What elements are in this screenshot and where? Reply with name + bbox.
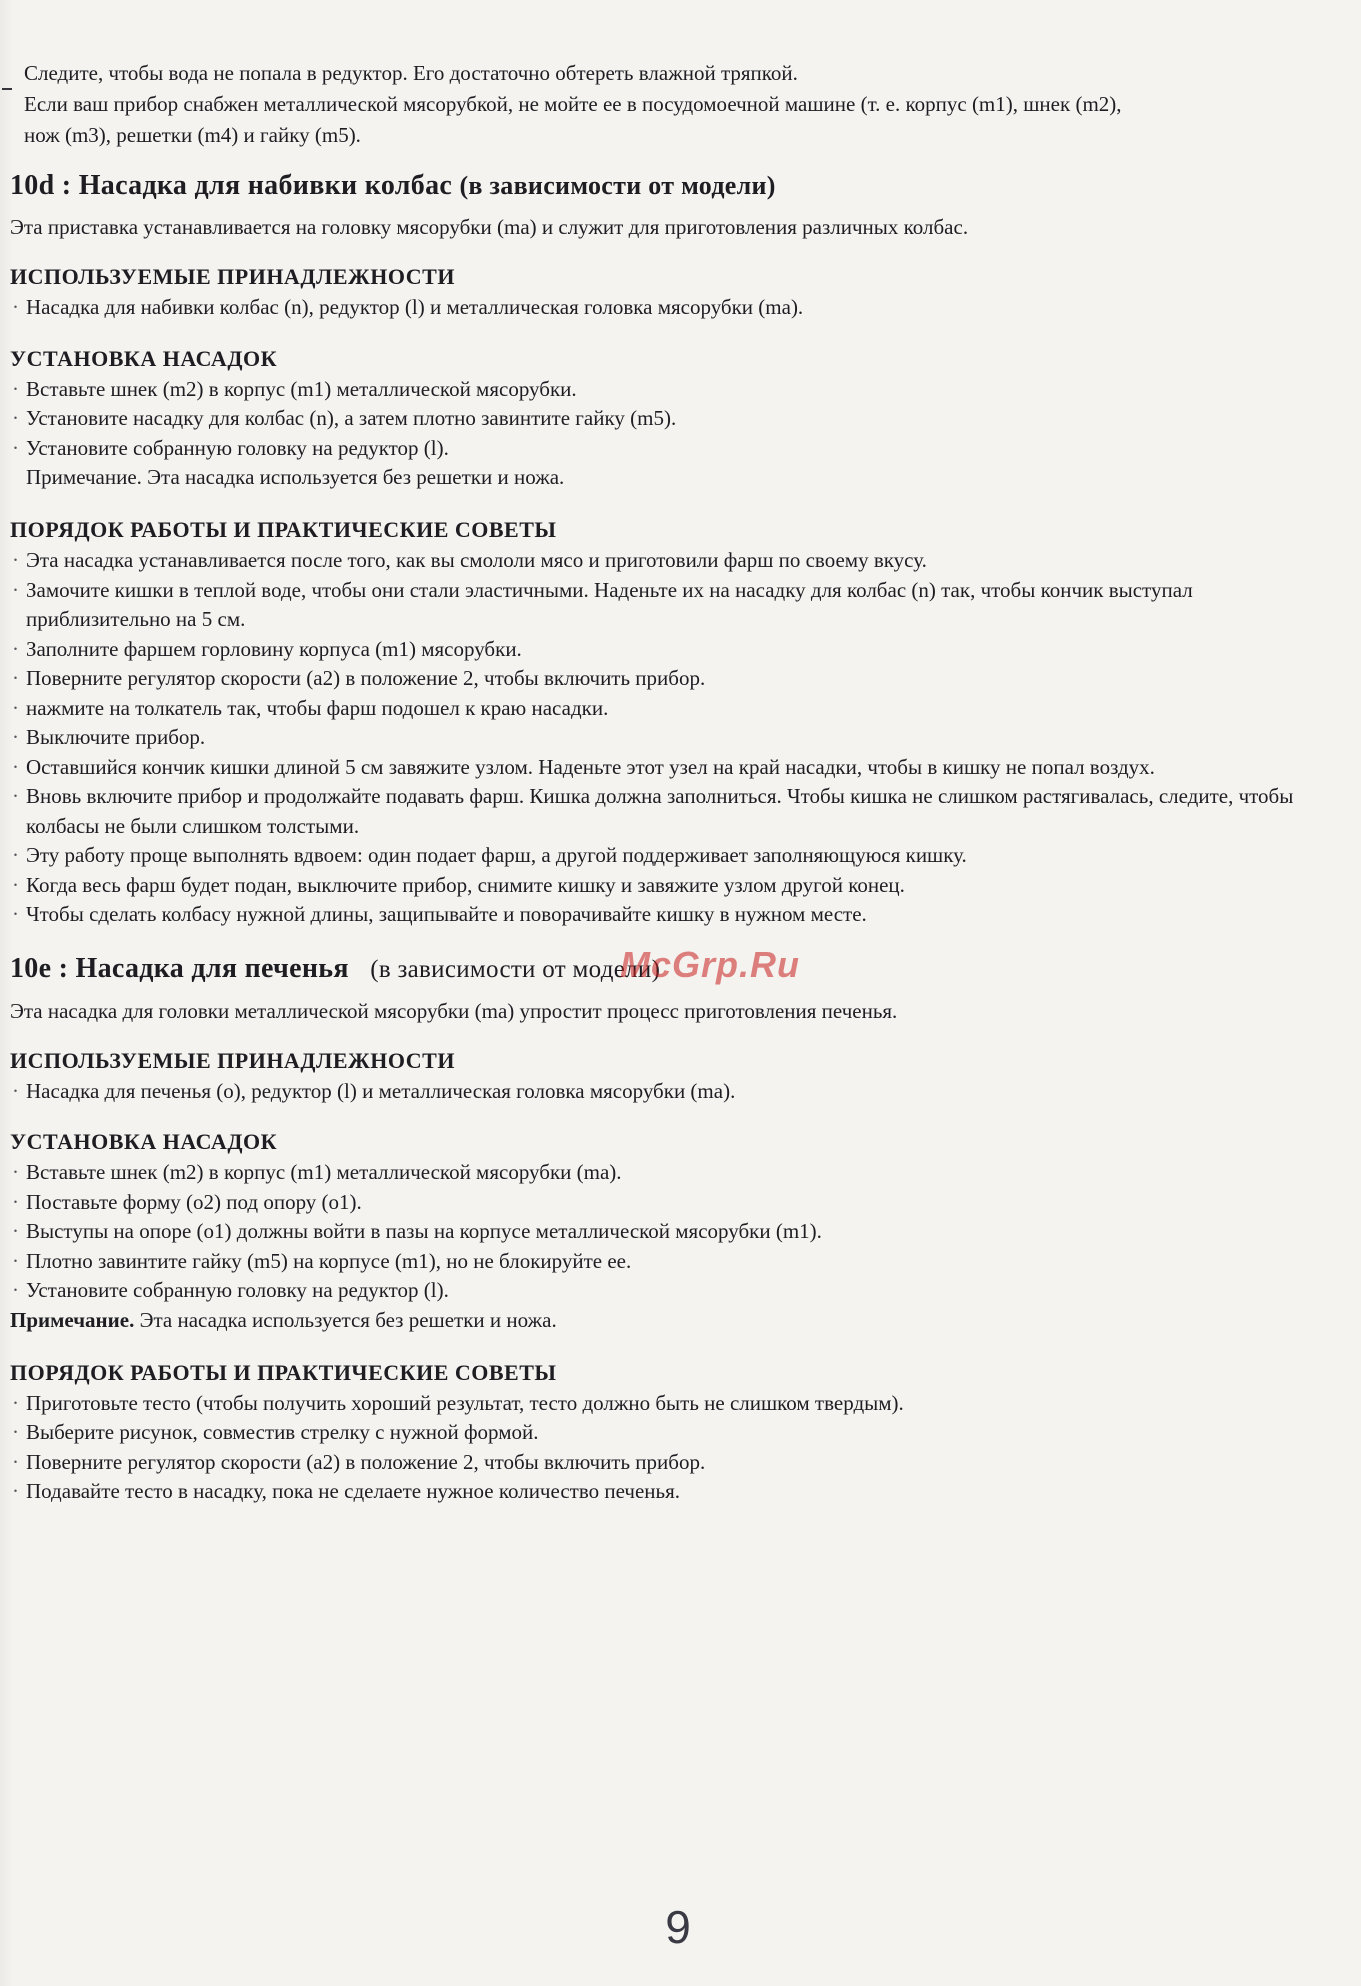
accessories-list [10, 293, 1340, 323]
section-description: Эта приставка устанавливается на головку мясорубки (ma) и служит для приготовления различных колбас. [10, 215, 969, 239]
operation-list [10, 546, 1340, 930]
list-item: · Заполните фаршем горловину корпуса (m1) мясорубки. [10, 635, 1340, 665]
section-subtitle: (в зависимости от модели) [459, 171, 776, 200]
list-item: · Выключите прибор. [10, 723, 1340, 753]
section-title-text: 10d : Насадка для набивки колбас [10, 170, 453, 201]
list-item: · Приготовьте тесто (чтобы получить хороший результат, тесто должно быть не слишком твердым). [10, 1389, 1340, 1419]
list-item: · Поверните регулятор скорости (a2) в положение 2, чтобы включить прибор. [10, 1448, 1340, 1478]
section-title [10, 952, 1340, 987]
section-subtitle: (в зависимости от модели) [370, 955, 661, 983]
intro-block [10, 58, 1340, 151]
operation-list [10, 1389, 1340, 1507]
list-item: · Насадка для набивки колбас (n), редуктор (l) и металлическая головка мясорубки (ma). [10, 293, 1340, 323]
section-title [10, 169, 1340, 203]
section-description: Эта насадка для головки металлической мясорубки (ma) упростит процесс приготовления печенья. [10, 998, 898, 1023]
list-item: · Выступы на опоре (o1) должны войти в пазы на корпусе металлической мясорубки (m1). [10, 1217, 1340, 1247]
list-item: · Поставьте форму (o2) под опору (o1). [10, 1188, 1340, 1218]
list-item: · Насадка для печенья (o), редуктор (l) и металлическая головка мясорубки (ma). [10, 1077, 1340, 1107]
assembly-heading: УСТАНОВКА НАСАДОК [10, 1129, 278, 1154]
list-item: · Чтобы сделать колбасу нужной длины, защипывайте и поворачивайте кишку в нужном месте. [10, 900, 1340, 930]
intro-line: нож (m3), решетки (m4) и гайку (m5). [24, 123, 361, 147]
content-column [10, 58, 1340, 1529]
list-item: · Подавайте тесто в насадку, пока не сделаете нужное количество печенья. [10, 1477, 1340, 1507]
list-item: · Оставшийся кончик кишки длиной 5 см завяжите узлом. Наденьте этот узел на край насадки, чтобы в кишку не попал воздух. [10, 753, 1340, 783]
intro-line: Если ваш прибор снабжен металлической мясорубкой, не мойте ее в посудомоечной машине (т. е. корпус (m1), шнек (m2), [24, 92, 1122, 116]
list-item: · Плотно завинтите гайку (m5) на корпусе (m1), но не блокируйте ее. [10, 1247, 1340, 1277]
list-item: · Эту работу проще выполнять вдвоем: один подает фарш, а другой поддерживает заполняющуюся кишку. [10, 841, 1340, 871]
list-item: · Вставьте шнек (m2) в корпус (m1) металлической мясорубки. [10, 375, 1340, 405]
list-item: · Вставьте шнек (m2) в корпус (m1) металлической мясорубки (ma). [10, 1158, 1340, 1188]
list-item: · Эта насадка устанавливается после того, как вы смололи мясо и приготовили фарш по своему вкусу. [10, 546, 1340, 576]
note-label: Примечание. [10, 1307, 135, 1332]
list-item: · нажмите на толкатель так, чтобы фарш подошел к краю насадки. [10, 694, 1340, 724]
assembly-note: Примечание. Эта насадка используется без решетки и ножа. [26, 465, 565, 489]
note-text: Эта насадка используется без решетки и ножа. [134, 1307, 557, 1332]
assembly-list [10, 375, 1340, 464]
list-item: · Установите насадку для колбас (n), а затем плотно завинтите гайку (m5). [10, 404, 1340, 434]
accessories-list [10, 1077, 1340, 1107]
accessories-heading: ИСПОЛЬЗУЕМЫЕ ПРИНАДЛЕЖНОСТИ [10, 1047, 455, 1073]
page-number: 9 [665, 1901, 691, 1953]
section-sausage-attachment [10, 169, 1340, 930]
list-item: · Выберите рисунок, совместив стрелку с нужной формой. [10, 1418, 1340, 1448]
section-cookie-attachment [10, 952, 1340, 1507]
list-item: · Установите собранную головку на редуктор (l). [10, 434, 1340, 464]
watermark: McGrp.Ru [620, 944, 801, 985]
intro-line: Следите, чтобы вода не попала в редуктор. Его достаточно обтереть влажной тряпкой. [24, 61, 798, 85]
list-item: · Вновь включите прибор и продолжайте подавать фарш. Кишка должна заполниться. Чтобы кишка не слишком растягивалась, следите, чтобы колбасы не были слишком толстыми. [10, 782, 1340, 841]
list-item: · Поверните регулятор скорости (a2) в положение 2, чтобы включить прибор. [10, 664, 1340, 694]
assembly-list [10, 1158, 1340, 1306]
list-item: · Замочите кишки в теплой воде, чтобы они стали эластичными. Наденьте их на насадку для колбас (n) так, чтобы кончик выступал приблизительно на 5 см. [10, 576, 1340, 635]
accessories-heading: ИСПОЛЬЗУЕМЫЕ ПРИНАДЛЕЖНОСТИ [10, 264, 455, 289]
list-item: · Установите собранную головку на редуктор (l). [10, 1276, 1340, 1306]
assembly-note [10, 1306, 1340, 1335]
list-item: · Когда весь фарш будет подан, выключите прибор, снимите кишку и завяжите узлом другой конец. [10, 871, 1340, 901]
operation-heading: ПОРЯДОК РАБОТЫ И ПРАКТИЧЕСКИЕ СОВЕТЫ [10, 517, 557, 542]
assembly-heading: УСТАНОВКА НАСАДОК [10, 345, 278, 371]
operation-heading: ПОРЯДОК РАБОТЫ И ПРАКТИЧЕСКИЕ СОВЕТЫ [10, 1359, 557, 1385]
section-title-text: 10e : Насадка для печенья [10, 952, 349, 984]
